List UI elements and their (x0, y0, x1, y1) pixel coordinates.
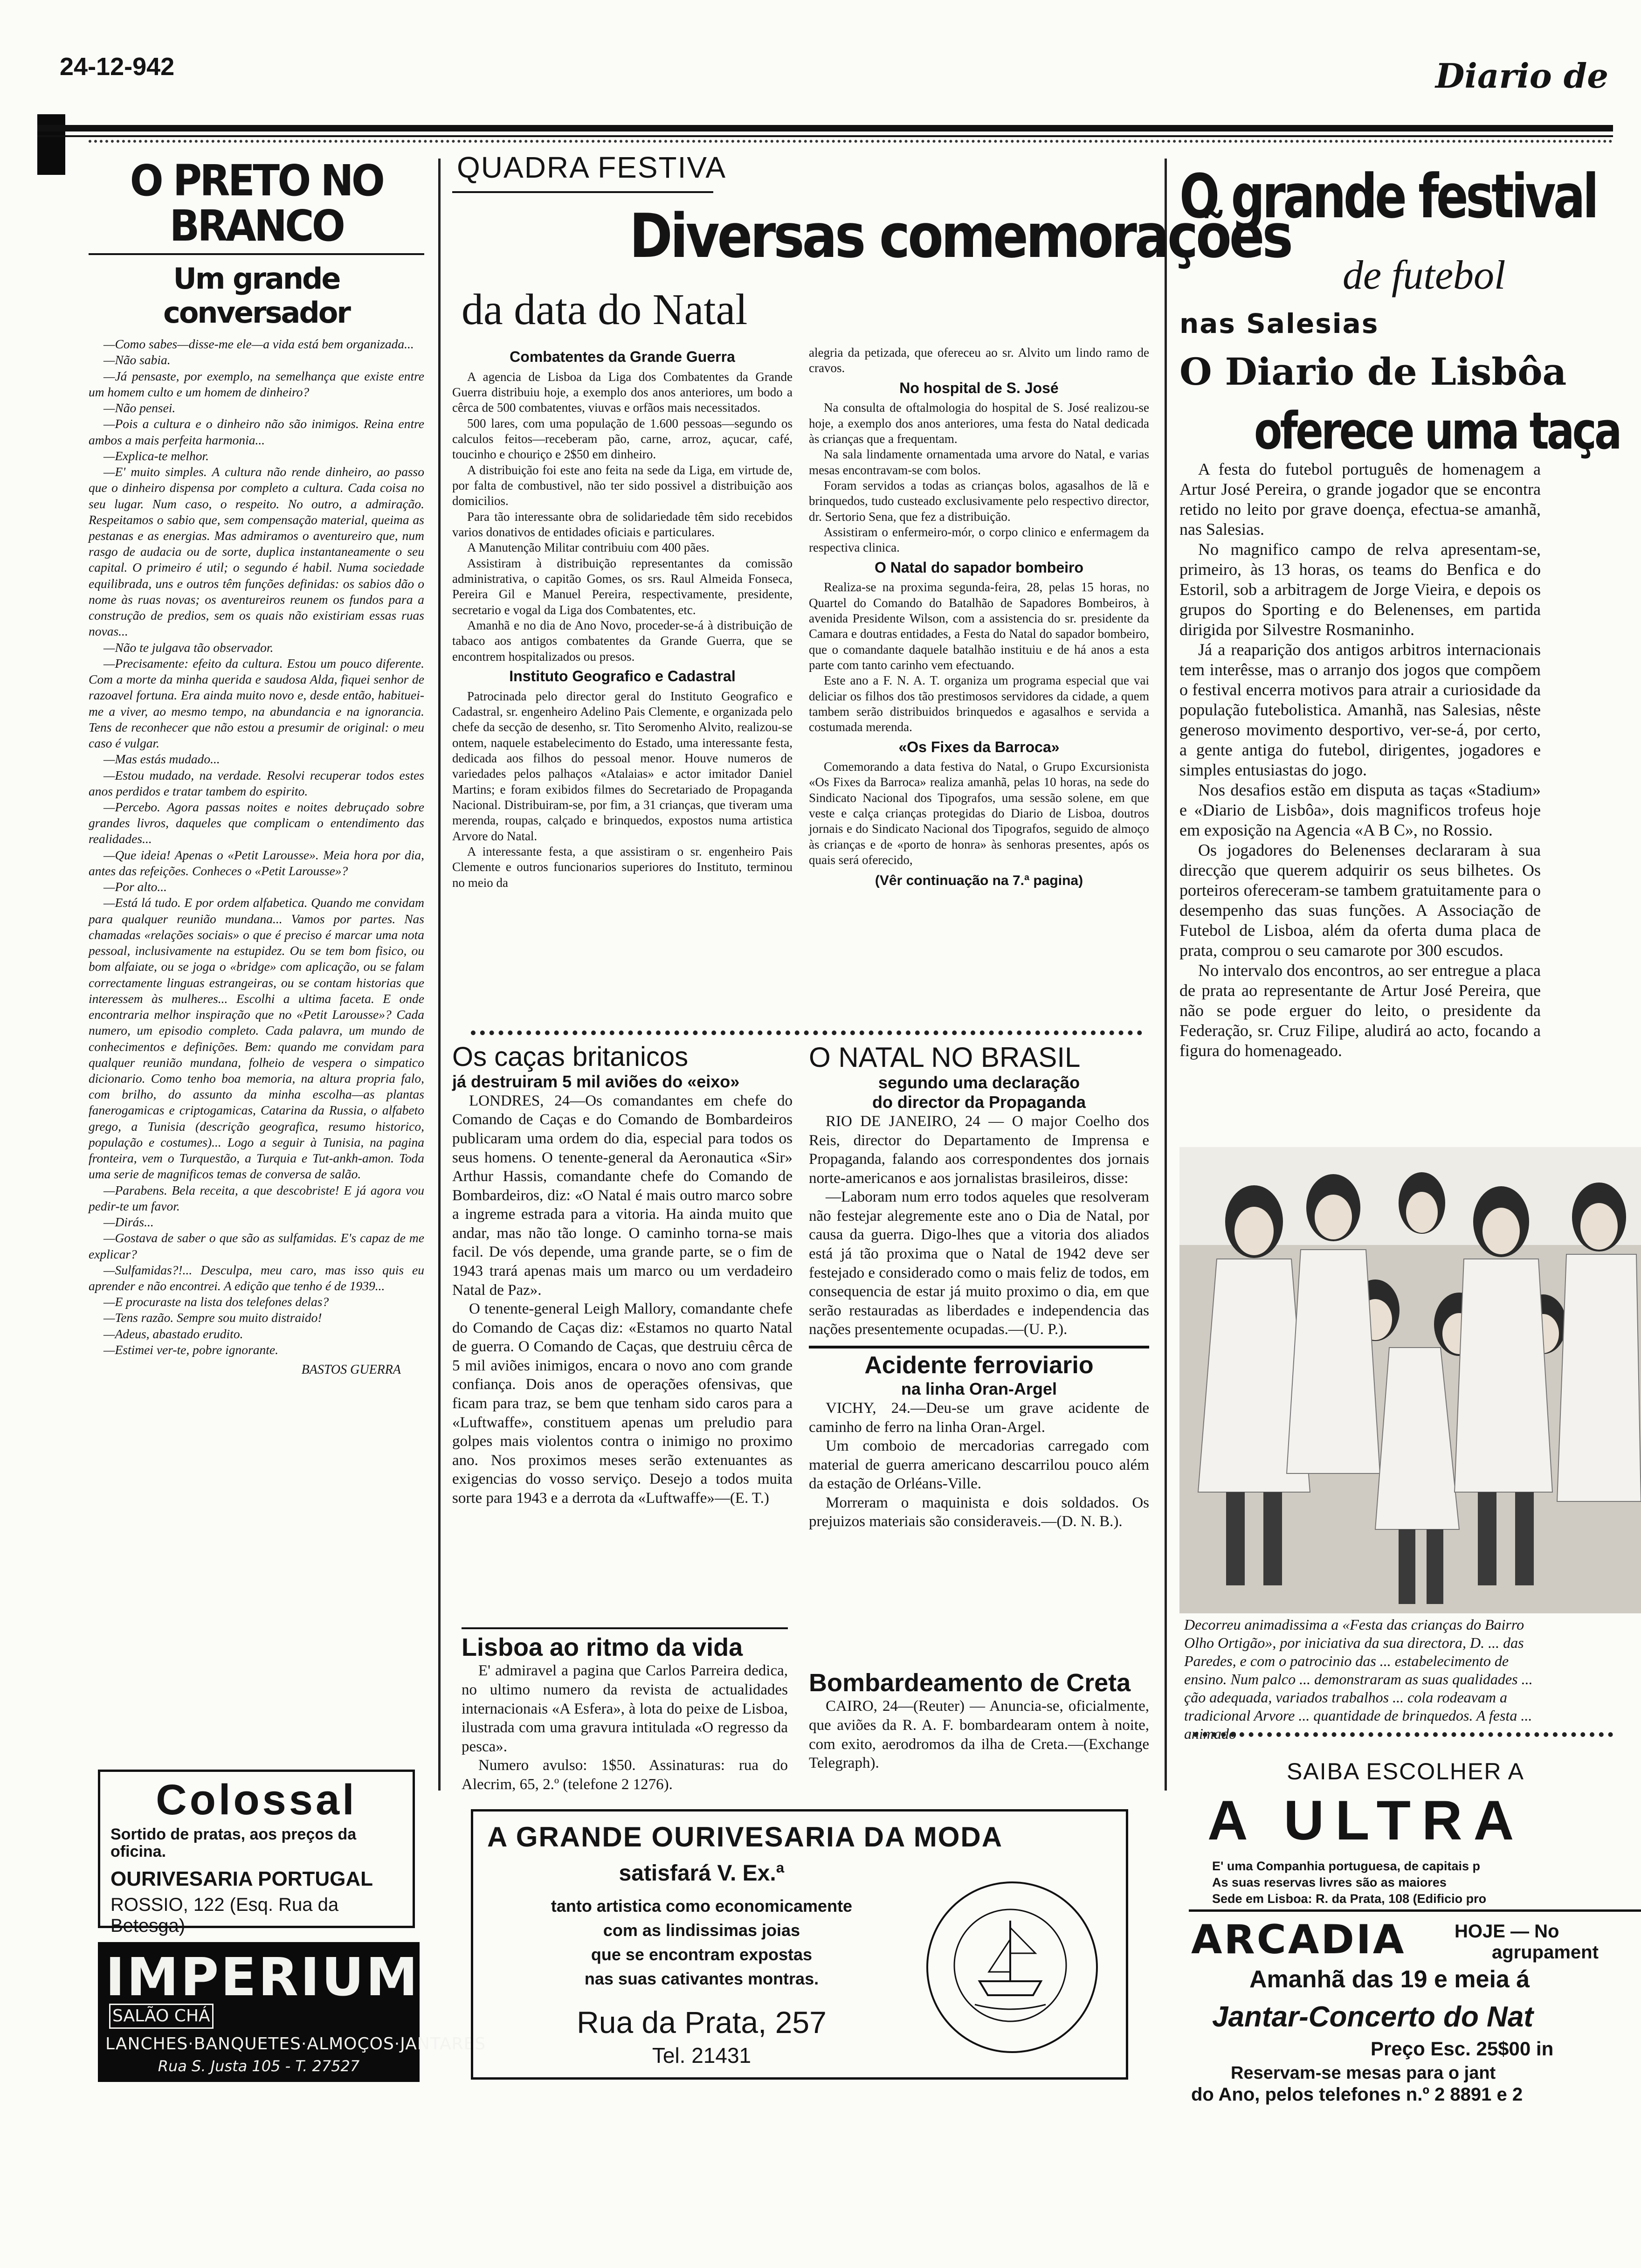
paragraph: —Precisamente: efeito da cultura. Estou um pouco diferente. Com a morte da minha querida e saudosa Alda, fiquei senhor de razoavel fortuna. Era ainda muito novo e, desde então, habituei-me a viver, ao mesmo tempo, na abundancia e na ignorancia. Tens de reconhecer que não estou a presumir de original: o meu caso é vulgar. (89, 656, 424, 751)
ad-arcadia-line4: Reservam-se mesas para o jant (1231, 2063, 1496, 2083)
paragraph: —Laboram num erro todos aqueles que resolveram não festejar alegremente este ano o Dia de Natal, por causa da guerra. Digo-lhes que a vitoria dos aliados está já tão proxima que o Natal de 1942 deve ser festejado e considerado como o mais feliz de todos, em consequencia de estar já muito proximo o dia, em que serão restauradas as liberdades e independencia das nações presentemente ocupadas.—(U. P.). (809, 1189, 1149, 1338)
ad-colossal-name: Colossal (156, 1776, 357, 1824)
creta-article (809, 1669, 1149, 1773)
natal-headline: Diversas comemorações (629, 201, 1291, 271)
natal-col3-lead: alegria da petizada, que ofereceu ao sr. Alvito um lindo ramo de cravos. (809, 346, 1149, 375)
ad-imperium (98, 1942, 486, 2082)
paragraph: —Parabens. Bela receita, a que descobriste! E já agora vou pedir-te um favor. (89, 1182, 424, 1213)
ad-ultra-kicker: SAIBA ESCOLHER A (1287, 1758, 1524, 1784)
paragraph: —Já pensaste, por exemplo, na semelhança que existe entre um homem culto e um homem de dinheiro? (89, 368, 424, 399)
paragraph: —Não pensei. (103, 401, 176, 415)
masthead: Diario de (1435, 56, 1608, 96)
acidente-headline: Acidente ferroviario (864, 1351, 1094, 1379)
paragraph: —Por alto... (103, 879, 167, 894)
ad-colossal-line: Sortido de pratas, aos preços da oficina. (110, 1825, 357, 1861)
paragraph: —Tens razão. Sempre sou muito distraido! (103, 1310, 322, 1325)
lisboa-headline: Lisboa ao ritmo da vida (462, 1633, 743, 1661)
paragraph: Comemorando a data festiva do Natal, o Grupo Excursionista «Os Fixes da Barroca» realiza amanhã, pelas 10 horas, na sede do Sindicato Nacional dos Tipografos, uma sessão solene, em que veste e calça crianças protegidas do Diario de Lisboa, doutros jornais e do Sindicato Nacional dos Tipografos, seguido de almoço às crianças e de «porto de honra» às senhoras presentes, após os quais será oferecido, (809, 760, 1149, 867)
paragraph: —Não sabia. (103, 353, 171, 367)
dotted-divider (1193, 1732, 1613, 1743)
ad-arcadia-agrup: agrupament (1492, 1942, 1599, 1963)
ship-seal-icon (926, 1881, 1098, 2053)
header-rule-thin (37, 135, 1613, 137)
natal-kicker: QUADRA FESTIVA (457, 151, 727, 184)
ad-colossal-address: ROSSIO, 122 (Esq. Rua da Betesga) (110, 1894, 339, 1936)
section-heading: Combatentes da Grande Guerra (510, 348, 735, 365)
paragraph: A Manutenção Militar contribuiu com 400 pães. (467, 540, 710, 555)
festival-diario: O Diario de Lisbôa (1179, 350, 1567, 394)
paragraph: —Mas estás mudado... (103, 752, 220, 767)
ad-imperium-badge: SALÃO CHÁ (109, 2004, 214, 2029)
paragraph: A interessante festa, a que assistiram o sr. engenheiro Pais Clemente e outros funcionarios superiores do Instituto, terminou no meio da (452, 844, 793, 890)
kicker-rule (452, 191, 713, 193)
paragraph: Foram servidos a todas as crianças bolos, agasalhos de lã e brinquedos, tudo custeado exclusivamente pelo respectivo director, dr. Sertorio Sena, que fez a distribuição. (809, 478, 1149, 524)
paragraph: RIO DE JANEIRO, 24 — O major Coelho dos Reis, director do Departamento de Imprensa e Propaganda, falando aos correspondentes dos jornais norte-americanos e aos jornalistas brasileiros, disse: (809, 1113, 1149, 1187)
brasil-body (809, 1112, 1149, 1339)
ad-imperium-address: Rua S. Justa 105 - T. 27527 (158, 2057, 360, 2075)
festival-body (1179, 459, 1541, 1061)
festival-salesias: nas Salesias (1179, 308, 1379, 339)
preto-signature: BASTOS GUERRA (301, 1362, 401, 1377)
ad-arcadia-line3: Preço Esc. 25$00 in (1371, 2038, 1554, 2060)
ad-arcadia-line5: do Ano, pelos telefones n.º 2 8891 e 2 (1191, 2084, 1523, 2105)
preto-body (89, 336, 424, 1358)
paragraph: 500 lares, com uma população de 1.600 pessoas—segundo os calculos feitos—receberam pão, carne, arroz, açucar, café, toucinho e chouriço e 2$50 em dinheiro. (452, 416, 793, 462)
paragraph: Na sala lindamente ornamentada uma arvore do Natal, e varias mesas encontravam-se com bolos. (809, 447, 1149, 477)
paragraph: Na consulta de oftalmologia do hospital de S. José realizou-se hoje, a exemplo dos anos anteriores, uma festa do Natal dedicada às crianças que a frequentam. (809, 401, 1149, 446)
corner-marker (37, 114, 65, 175)
paragraph: —Explica-te melhor. (103, 448, 209, 463)
paragraph: —Gostava de saber o que são as sulfamidas. E's capaz de me explicar? (89, 1231, 424, 1261)
ad-ultra-line1: E' uma Companhia portuguesa, de capitais p (1212, 1859, 1481, 1873)
preto-rule (89, 253, 424, 255)
header-rule (37, 125, 1613, 131)
section-heading: Instituto Geografico e Cadastral (509, 668, 736, 685)
paragraph: Os jogadores do Belenenses declararam à sua direcção que querem adquirir os seus bilhetes. Os porteiros ofereceram-se tambem gratuitamente para o desempenho das suas funções. A Associação de Futebol de Lisboa, além da oferta duma placa de prata, comprou o seu camarote por 300 escudos. (1179, 841, 1541, 960)
paragraph: —Que ideia! Apenas o «Petit Larousse». Meia hora por dia, antes das refeições. Conheces o «Petit Larousse»? (89, 847, 424, 878)
paragraph: Este ano a F. N. A. T. organiza um programa especial que vai deliciar os filhos dos tão prestimosos servidores da cidade, a quem tambem serão distribuidos brinquedos e agasalhos e servida a costumada merenda. (809, 673, 1149, 734)
column-divider (1165, 159, 1167, 1791)
paragraph: —Estimei ver-te, pobre ignorante. (103, 1342, 278, 1357)
paragraph: —Sulfamidas?!... Desculpa, meu caro, mas isso quis eu aprender e não encontrei. A edição que tenho é de 1939... (89, 1262, 424, 1293)
ad-ultra-line2: As suas reservas livres são as maiores (1212, 1875, 1447, 1890)
festival-taca: oferece uma taça (1254, 401, 1620, 461)
cacas-body (452, 1092, 793, 1508)
preto-article (89, 156, 424, 1377)
festival-headline: O grande festival (1179, 161, 1597, 232)
ad-ourivesaria-moda (471, 1809, 1128, 2080)
paragraph: LONDRES, 24—Os comandantes em chefe do Comando de Caças e do Comando de Bombardeiros publicaram uma ordem do dia, especial para todos os seus homens. O tenente-general da Aeronautica «Sir» Arthur Hassis, comandante chefe do Comando de Bombardeiros, diz: «O Natal é mais outro marco sobre a ingreme estrada para a vitoria. Ha ainda muito que andar, mas não tão longe. O caminho torna-se mais facil. De vós depende, uma grande parte, se o fim de 1943 trará apenas mais um marco ou um verdadeiro Natal de Paz». (452, 1092, 793, 1299)
paragraph: —Estou mudado, na verdade. Resolvi recuperar todos estes anos perdidos e tratar tambem do espirito. (89, 768, 424, 798)
paragraph: No intervalo dos encontros, ao ser entregue a placa de prata ao representante de Artur José Pereira, que não se pode erguer do leito, o presidente da Federação, sr. Cruz Filipe, aludirá ao acto, focando a figura do homenageado. (1179, 961, 1541, 1060)
section-heading: «Os Fixes da Barroca» (898, 738, 1060, 755)
paragraph: —Percebo. Agora passas noites e noites debruçado sobre grandes livros, daqueles que complicam o entendimento das realidades... (89, 799, 424, 846)
natal-subhead: da data do Natal (462, 285, 748, 334)
paragraph: E' admiravel a pagina que Carlos Parreira dedica, no ultimo numero da revista de actualidades internacionais «A Esfera», à lota do peixe de Lisboa, ilustrada com uma gravura intitulada «O regresso da pesca». (462, 1662, 788, 1755)
paragraph: —E' muito simples. A cultura não rende dinheiro, ao passo que o dinheiro dispensa por completo a cultura. Cada coisa no seu lugar. Num caso, o respeito. No outro, a admiração. Respeitamos o sabio que, sem compensação material, queima as pestanas e as energias. Mas admiramos o aventureiro que, num rasgo de audacia ou de sorte, duplica instantaneamente o seu capital. O primeiro é util; o segundo é habil. Numa sociedade equilibrada, uns e outros têm funções definidas: os sabios dão o nome às ruas novas; os aventureiros reunem os fundos para a construção de predios, sem os quais não existiriam essas ruas novas... (89, 464, 424, 639)
paragraph: A agencia de Lisboa da Liga dos Combatentes da Grande Guerra distribuiu hoje, a exemplo dos anos anteriores, um bodo a cêrca de 500 combatentes, viuvas e orfãos mais necessitados. (452, 369, 793, 415)
ad-colossal (98, 1770, 415, 1936)
continuation-note: (Vêr continuação na 7.ª pagina) (875, 872, 1083, 888)
paragraph: A festa do futebol português de homenagem a Artur José Pereira, o grande jogador que se encontra retido no leito por grave doença, efectua-se amanhã, nas Salesias. (1179, 460, 1541, 539)
divider (1189, 1909, 1641, 1912)
preto-subtitle: Um grande conversador (163, 262, 350, 330)
paragraph: —Está lá tudo. E por ordem alfabetica. Quando me convidam para qualquer reunião mundana... Vamos por partes. Nas chamadas «relações sociais» o que é preciso é marcar uma nota pessoal, inclusivamente na estupidez. Ou se tem bom fisico, ou bom alfaiate, ou se joga o «bridge» com aplicação, ou se falam correctamente linguas estrangeiras, ou se contam historias que interessem às mulheres... Escolhi a ultima faceta. E onde encontraria melhor inspiração que no «Petit Larousse»? Cada numero, um episodio completo. Cada palavra, um mundo de conhecimentos e definições. Bem: quando me convidam para qualquer reunião mundana, folheio de vespera o simpatico dicionario. Como tenho boa memoria, na altura propria falo, com brilho, do assunto da minha escolha—as plantas fanerogamicas e criptogamicas, Catarina da Russia, o alfabeto grego, a Tunisia (descrição geografica, resumo historico, população e costumes)... Logo a seguir à Tunisia, na pagina fronteira, vem o Turquestão, a Turquia e Tut-ankh-amon. Toda uma serie de magnificos temas de conversa de salão. (89, 895, 424, 1182)
paragraph: —Dirás... (103, 1215, 154, 1230)
ad-imperium-name: IMPERIUM (105, 1947, 420, 2008)
paragraph: —Pois a cultura e o dinheiro não são inimigos. Reina entre ambos a mais perfeita harmonia... (89, 416, 424, 447)
ad-colossal-company: OURIVESARIA PORTUGAL (110, 1867, 373, 1890)
section-heading: O Natal do sapador bombeiro (874, 559, 1084, 576)
paragraph: —E procuraste na lista dos telefones delas? (103, 1294, 329, 1309)
creta-headline: Bombardeamento de Creta (809, 1669, 1131, 1697)
paragraph: Morreram o maquinista e dois soldados. Os prejuizos materiais são consideraveis.—(D. N. B.). (809, 1494, 1149, 1530)
paragraph: —Adeus, abastado erudito. (103, 1326, 243, 1341)
divider (809, 1346, 1149, 1348)
paragraph: A distribuição foi este ano feita na sede da Liga, em virtude de, por falta de combustivel, não ter sido possivel a distribuição aos domicilios. (452, 463, 793, 508)
brasil-subhead-2: do director da Propaganda (872, 1093, 1086, 1112)
cacas-headline: Os caças britanicos (452, 1042, 689, 1072)
ad-moda-line3: com as lindissimas joias (603, 1921, 800, 1940)
ad-moda-line5: nas suas cativantes montras. (584, 1969, 819, 1988)
acidente-body (809, 1399, 1149, 1531)
ad-ultra-line3: Sede em Lisboa: R. da Prata, 108 (Edificio pro (1212, 1892, 1487, 1906)
paragraph: O tenente-general Leigh Mallory, comandante chefe do Comando de Caças diz: «Estamos no quarto Natal de guerra. O Comando de Caças, que destruiu cêrca de 5 mil aviões inimigos, encara o novo ano com grande confiança. Dois anos de operações ofensivas, que ficam para traz, se bem que tenham sido caros para a «Luftwaffe», constituem apenas um preludio para golpes mais violentos contra o inimigo no proximo ano. Nos proximos meses serão extenuantes as exigencias do vosso serviço. Desejo a todos muita sorte para 1943 e a derrota da «Luftwaffe»—(E. T.) (452, 1300, 793, 1507)
brasil-article (809, 1042, 1149, 1531)
paragraph: Patrocinada pelo director geral do Instituto Geografico e Cadastral, sr. engenheiro Adelino Pais Clemente, e organizada pelo chefe da secção de desenho, sr. Tito Seromenho Alvito, realizou-se ontem, naquele estabelecimento do Estado, uma interessante festa, dedicada aos filhos do pessoal menor. Houve numeros de variedades pelos palhaços «Atalaias» e actor imitador Daniel Martins; e foram exibidos filmes do Secretariado de Propaganda Nacional. Distribuiram-se, por fim, a 31 crianças, que tiveram uma merenda, roupas, calçado e brinquedos, expostos numa artistica Arvore do Natal. (452, 689, 793, 843)
ad-moda-line4: que se encontram expostas (591, 1945, 813, 1964)
ad-ultra-name: A ULTRA (1207, 1789, 1525, 1852)
ad-arcadia-hoje: HOJE — No (1455, 1921, 1559, 1942)
header-dotted-rule (89, 140, 1613, 146)
acidente-subhead: na linha Oran-Argel (901, 1379, 1057, 1398)
festival-subhead: de futebol (1343, 253, 1506, 298)
section-heading: No hospital de S. José (899, 379, 1059, 396)
paragraph: VICHY, 24.—Deu-se um grave acidente de caminho de ferro na linha Oran-Argel. (809, 1399, 1149, 1436)
natal-column-right (809, 345, 1149, 889)
lisboa-body (462, 1661, 788, 1794)
dotted-divider (471, 1030, 1142, 1042)
natal-column-left (452, 345, 793, 891)
ad-moda-title: A GRANDE OURIVESARIA DA MODA (487, 1821, 1003, 1853)
paragraph: Realiza-se na proxima segunda-feira, 28, pelas 15 horas, no Quartel do Comando do Batalhão de Sapadores Bombeiros, à avenida Presidente Wilson, com a assistencia do sr. presidente da Camara e doutras entidades, a Festa do Natal do sapador bombeiro, que o comandante daquele batalhão instituiu e de há anos a esta parte com tanto carinho vem efectuando. (809, 580, 1149, 672)
brasil-subhead-1: segundo uma declaração (878, 1073, 1080, 1092)
brasil-headline: O NATAL NO BRASIL (809, 1042, 1081, 1073)
children-photo (1179, 1147, 1641, 1613)
paragraph: Assistiram o enfermeiro-mór, o corpo clinico e enfermagem da respectiva clinica. (809, 525, 1149, 555)
ad-moda-line1: satisfará V. Ex.ª (619, 1861, 785, 1886)
paragraph: Numero avulso: 1$50. Assinaturas: rua do Alecrim, 65, 2.º (telefone 2 1276). (462, 1757, 788, 1793)
natal-col3-sections (809, 379, 1149, 868)
paragraph: CAIRO, 24—(Reuter) — Anuncia-se, oficialmente, que aviões da R. A. F. bombardearam ontem à noite, com exito, aerodromos da ilha de Creta.—(Exchange Telegraph). (809, 1698, 1149, 1772)
paragraph: Já a reaparição dos antigos arbitros internacionais tem interêsse, mas o arranjo dos jogos que compõem o festival encerra motivos para atrair a curiosidade da população futebolistica. Amanhã, nas Salesias, nêste generoso movimento desportivo, ver-se-á, por certo, a gente antiga do futebol, dirigentes, jogadores e simples entusiastas do jogo. (1179, 640, 1541, 780)
creta-body (809, 1697, 1149, 1772)
paragraph: Para tão interessante obra de solidariedade têm sido recebidos varios donativos de entidades oficiais e particulares. (452, 509, 793, 539)
ad-arcadia-line2: Jantar-Concerto do Nat (1212, 2001, 1533, 2033)
ad-moda-address: Rua da Prata, 257 (577, 2005, 827, 2040)
ad-moda-tel: Tel. 21431 (652, 2043, 752, 2067)
paragraph: —Como sabes—disse-me ele—a vida está bem organizada... (103, 337, 414, 352)
ad-moda-line2: tanto artistica como economicamente (551, 1896, 853, 1915)
paragraph: Assistiram à distribuição representantes da comissão administrativa, o capitão Gomes, os srs. Raul Almeida Fonseca, Pereira Gil e Manuel Pereira, respectivamente, presidente, secretario e vogal da Liga dos Combatentes, etc. (452, 556, 793, 617)
column-divider (438, 159, 441, 1791)
paragraph: Um comboio de mercadorias carregado com material de guerra americano descarrilou pouco além da estação de Orléans-Ville. (809, 1438, 1149, 1493)
ad-imperium-services: LANCHES·BANQUETES·ALMOÇOS·JANTARES (105, 2034, 486, 2054)
ad-arcadia-name: ARCADIA (1191, 1916, 1406, 1963)
divider (462, 1627, 788, 1629)
cacas-subhead: já destruiram 5 mil aviões do «eixo» (452, 1072, 740, 1091)
cacas-article (452, 1042, 793, 1508)
paragraph: Amanhã e no dia de Ano Novo, proceder-se-á à distribuição de tabaco aos antigos combatentes da Grande Guerra, que se encontrem hospitalizados ou presos. (452, 618, 793, 664)
lisboa-article (462, 1627, 788, 1794)
photo-caption: Decorreu animadissima a «Festa das crianças do Bairro Olho Ortigão», por iniciativa da sua directora, D. ... das Paredes, e com o patrocinio das ... estabelecimento de ensino. Num palco ... demonstraram as suas qualidades ... ção adequada, variados trabalhos ... cola rodeavam a tradicional Arvore ... quantidade de brinquedos. A festa ... animado (1184, 1616, 1533, 1742)
issue-date: 24-12-942 (60, 53, 175, 81)
paragraph: No magnifico campo de relva apresentam-se, primeiro, às 13 horas, os teams do Benfica e do Estoril, sob a arbitragem de Jorge Vieira, e depois os grupos do Sporting e do Belenenses, em partida dirigida por Silvestre Rosmaninho. (1179, 540, 1541, 639)
ad-arcadia-line1: Amanhã das 19 e meia á (1249, 1966, 1530, 1993)
paragraph: Nos desafios estão em disputa as taças «Stadium» e «Diario de Lisbôa», dois magnificos trofeus hoje em exposição na Agencia «A B C», no Rossio. (1179, 781, 1541, 840)
preto-title: O PRETO NO BRANCO (130, 156, 383, 251)
paragraph: —Não te julgava tão observador. (103, 640, 274, 655)
ad-ultra-text (1212, 1858, 1632, 1907)
